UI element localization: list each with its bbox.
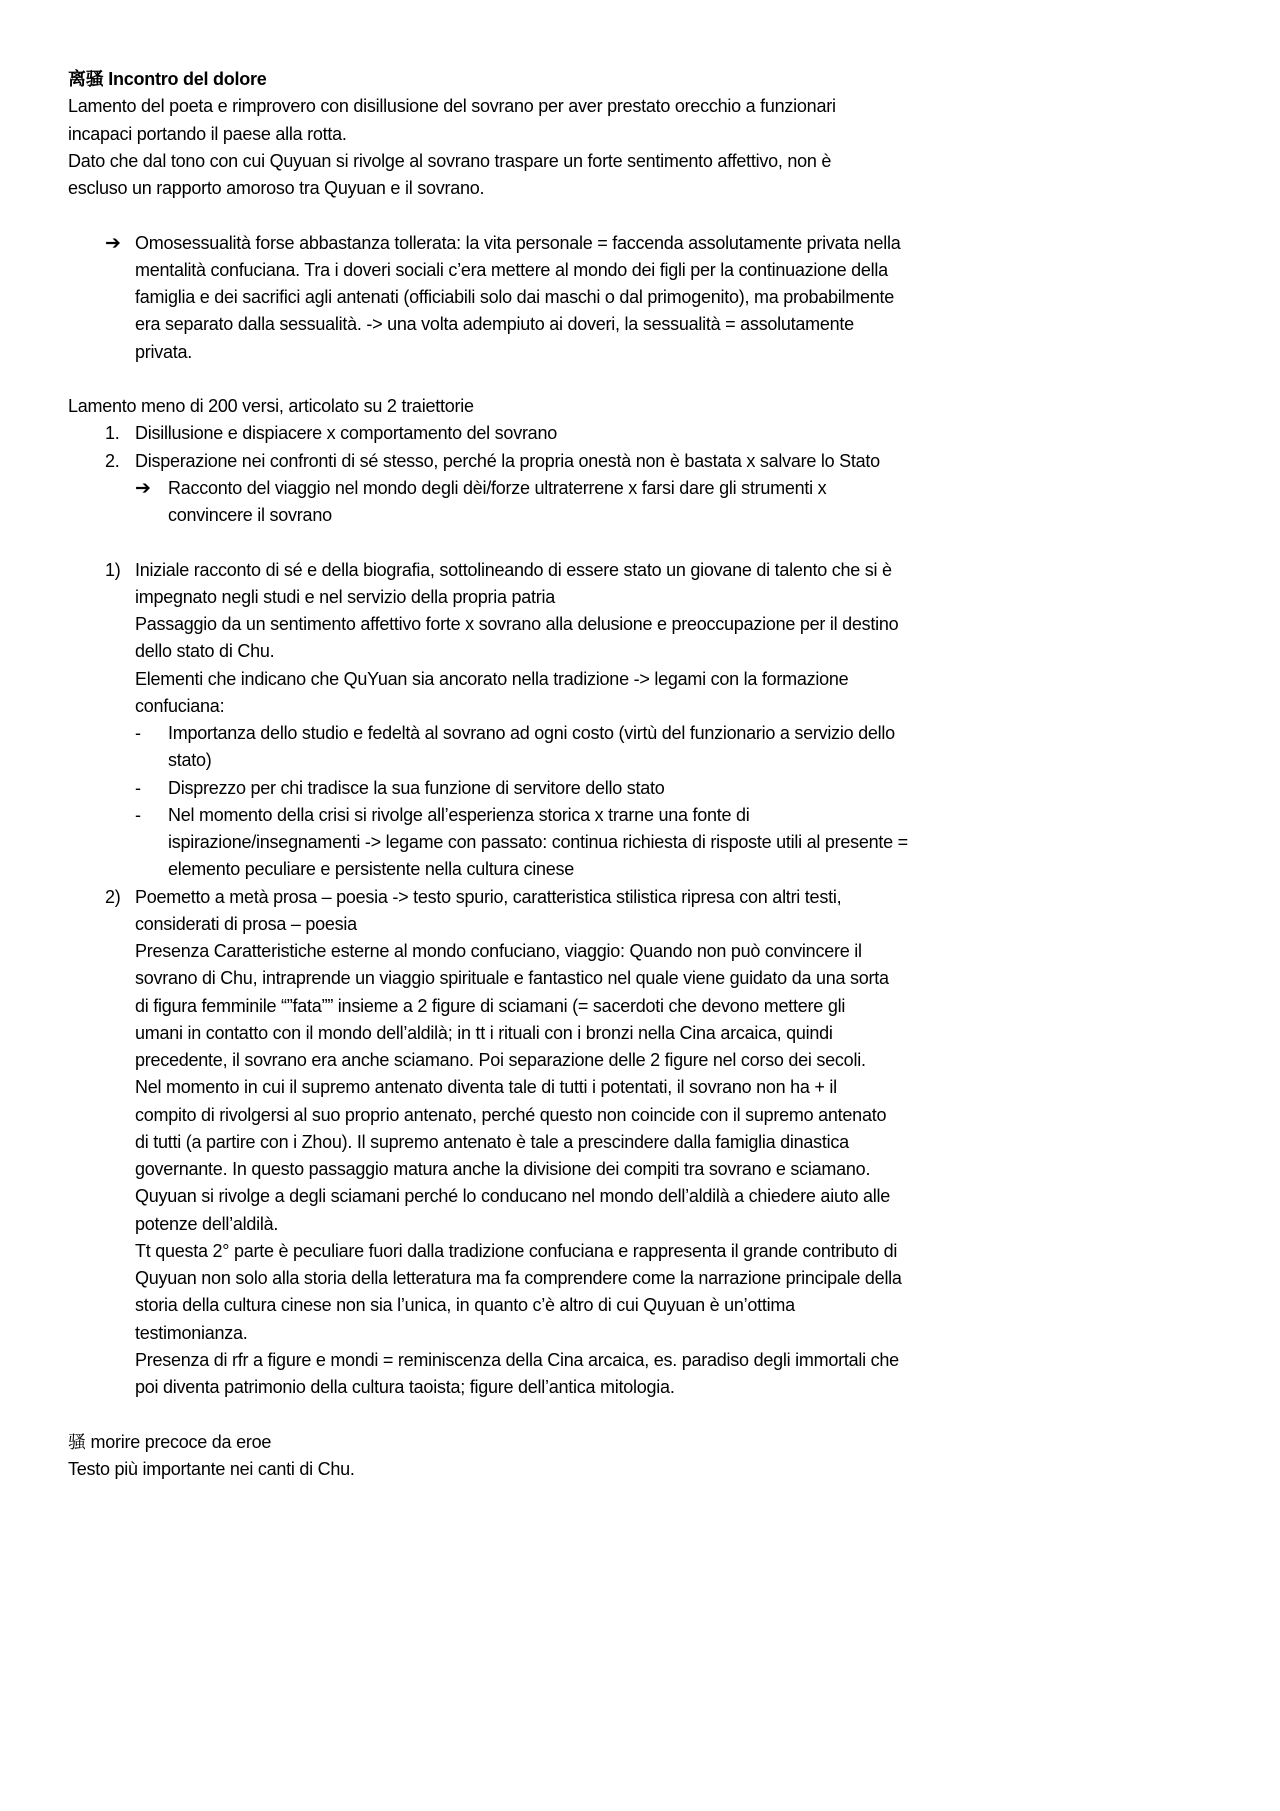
line-text: confuciana:: [135, 695, 225, 716]
text-line: [68, 1047, 1128, 1074]
text-line: [68, 1129, 1128, 1156]
line-text: 离骚 Incontro del dolore: [68, 69, 267, 89]
document-page: [68, 66, 1128, 1483]
line-text: precedente, il sovrano era anche sciamano. Poi separazione delle 2 figure nel corso dei secoli.: [135, 1050, 866, 1070]
line-text: umani in contatto con il mondo dell’aldilà; in tt i rituali con i bronzi nella Cina arcaica, quindi: [135, 1022, 833, 1043]
dash-bullet: -: [135, 723, 141, 743]
line-text: stato): [168, 750, 212, 771]
text-line: [68, 284, 1128, 311]
arrow-bullet-icon: ➔: [135, 477, 151, 499]
arrow-bullet-icon: ➔: [105, 232, 121, 254]
line-text: compito di rivolgersi al suo proprio antenato, perché questo non coincide con il supremo antenato: [135, 1104, 887, 1125]
line-text: di tutti (a partire con i Zhou). Il supremo antenato è tale a prescindere dalla famiglia dinastica: [135, 1131, 849, 1152]
text-line: [68, 693, 1128, 720]
text-line: [68, 856, 1128, 883]
line-text: Elementi che indicano che QuYuan sia ancorato nella tradizione -> legami con la formazione: [135, 668, 849, 689]
text-line: [68, 1074, 1128, 1101]
line-text: Iniziale racconto di sé e della biografia, sottolineando di essere stato un giovane di talento che si è: [135, 559, 892, 580]
line-text: poi diventa patrimonio della cultura taoista; figure dell’antica mitologia.: [135, 1377, 675, 1397]
line-text: Tt questa 2° parte è peculiare fuori dalla tradizione confuciana e rappresenta il grande contributo di: [135, 1240, 898, 1261]
line-text: Racconto del viaggio nel mondo degli dèi/forze ultraterrene x farsi dare gli strumenti x: [168, 477, 827, 498]
blank-line: [68, 1401, 1128, 1428]
line-text: Presenza Caratteristiche esterne al mondo confuciano, viaggio: Quando non può convincere il: [135, 941, 862, 961]
line-text: Nel momento della crisi si rivolge all’esperienza storica x trarne una fonte di: [168, 804, 750, 825]
text-line: [68, 1292, 1128, 1319]
text-line: [68, 148, 1128, 175]
line-text: Quyuan non solo alla storia della letteratura ma fa comprendere come la narrazione principale della: [135, 1268, 902, 1288]
line-text: Poemetto a metà prosa – poesia -> testo spurio, caratteristica stilistica ripresa con altri testi,: [135, 886, 842, 907]
text-line: [68, 775, 1128, 802]
text-line: [68, 720, 1128, 747]
blank-line: [68, 529, 1128, 556]
line-text: Importanza dello studio e fedeltà al sovrano ad ogni costo (virtù del funzionario a servizio dello: [168, 723, 895, 743]
line-text: Omosessualità forse abbastanza tollerata: la vita personale = faccenda assolutamente privata nella: [135, 232, 901, 253]
text-line: [68, 911, 1128, 938]
text-line: [68, 611, 1128, 638]
text-line: [68, 502, 1128, 529]
line-text: famiglia e dei sacrifici agli antenati (officiabili solo dai maschi o dal primogenito), ma probabilmente: [135, 287, 895, 307]
line-text: dello stato di Chu.: [135, 641, 275, 662]
text-line: [68, 121, 1128, 148]
text-line: [68, 1456, 1128, 1483]
blank-line: [68, 202, 1128, 229]
line-text: Quyuan si rivolge a degli sciamani perché lo conducano nel mondo dell’aldilà a chiedere aiuto alle: [135, 1186, 890, 1207]
line-text: testimonianza.: [135, 1322, 248, 1343]
document-title: [68, 66, 1128, 93]
text-line: [68, 1347, 1128, 1374]
line-text: privata.: [135, 341, 193, 362]
text-line: [68, 393, 1128, 420]
text-line: [68, 1374, 1128, 1401]
text-line: [68, 1156, 1128, 1183]
line-text: Dato che dal tono con cui Quyuan si rivolge al sovrano traspare un forte sentimento affettivo, non è: [68, 150, 832, 171]
line-text: incapaci portando il paese alla rotta.: [68, 123, 347, 144]
text-line: [68, 1238, 1128, 1265]
line-text: mentalità confuciana. Tra i doveri sociali c’era mettere al mondo dei figli per la continuazione della: [135, 259, 888, 280]
line-text: ispirazione/insegnamenti -> legame con passato: continua richiesta di risposte utili al presente =: [168, 832, 908, 852]
text-line: [68, 965, 1128, 992]
text-line: [68, 638, 1128, 665]
blank-line: [68, 366, 1128, 393]
text-line: [68, 311, 1128, 338]
list-number: 2.: [105, 450, 120, 471]
line-text: Disperazione nei confronti di sé stesso, perché la propria onestà non è bastata x salvare lo Stato: [135, 450, 880, 471]
text-line: [68, 747, 1128, 774]
text-line: [68, 93, 1128, 120]
line-text: elemento peculiare e persistente nella cultura cinese: [168, 859, 574, 880]
text-line: [68, 666, 1128, 693]
line-text: era separato dalla sessualità. -> una volta adempiuto ai doveri, la sessualità = assolutamente: [135, 314, 854, 335]
line-text: Nel momento in cui il supremo antenato diventa tale di tutti i potentati, il sovrano non ha + il: [135, 1077, 837, 1098]
text-line: [68, 339, 1128, 366]
line-text: impegnato negli studi e nel servizio della propria patria: [135, 586, 555, 607]
text-line: [68, 1211, 1128, 1238]
text-line: [68, 475, 1128, 502]
text-line: [68, 993, 1128, 1020]
line-text: 骚 morire precoce da eroe: [68, 1431, 272, 1452]
text-line: [68, 829, 1128, 856]
list-number: 1): [105, 559, 121, 580]
text-line: [68, 802, 1128, 829]
text-line: [68, 1183, 1128, 1210]
line-text: Disillusione e dispiacere x comportamento del sovrano: [135, 423, 557, 444]
line-text: Testo più importante nei canti di Chu.: [68, 1458, 355, 1479]
text-line: [68, 175, 1128, 202]
line-text: Disprezzo per chi tradisce la sua funzione di servitore dello stato: [168, 777, 665, 798]
line-text: sovrano di Chu, intraprende un viaggio spirituale e fantastico nel quale viene guidato da una sorta: [135, 968, 889, 989]
line-text: Lamento meno di 200 versi, articolato su 2 traiettorie: [68, 396, 474, 416]
line-text: Lamento del poeta e rimprovero con disillusione del sovrano per aver prestato orecchio a funzionari: [68, 96, 836, 117]
text-line: [68, 938, 1128, 965]
text-line: [68, 1429, 1128, 1456]
line-text: potenze dell’aldilà.: [135, 1213, 279, 1234]
list-number: 2): [105, 886, 121, 907]
text-line: [68, 1320, 1128, 1347]
dash-bullet: -: [135, 777, 141, 798]
text-line: [68, 257, 1128, 284]
text-line: [68, 884, 1128, 911]
line-text: Presenza di rfr a figure e mondi = reminiscenza della Cina arcaica, es. paradiso degli immortali che: [135, 1349, 899, 1370]
line-text: escluso un rapporto amoroso tra Quyuan e il sovrano.: [68, 178, 485, 198]
line-text: governante. In questo passaggio matura anche la divisione dei compiti tra sovrano e sciamano.: [135, 1159, 871, 1179]
text-line: [68, 584, 1128, 611]
text-line: [68, 420, 1128, 447]
line-text: considerati di prosa – poesia: [135, 913, 357, 934]
text-line: [68, 448, 1128, 475]
text-line: [68, 230, 1128, 257]
text-line: [68, 1102, 1128, 1129]
line-text: storia della cultura cinese non sia l’unica, in quanto c’è altro di cui Quyuan è un’ottima: [135, 1295, 795, 1316]
line-text: Passaggio da un sentimento affettivo forte x sovrano alla delusione e preoccupazione per il destino: [135, 614, 899, 634]
text-line: [68, 1020, 1128, 1047]
list-number: 1.: [105, 423, 120, 444]
line-text: convincere il sovrano: [168, 505, 332, 525]
line-text: di figura femminile “”fata”” insieme a 2 figure di sciamani (= sacerdoti che devono mettere gli: [135, 995, 846, 1016]
dash-bullet: -: [135, 804, 141, 825]
text-line: [68, 557, 1128, 584]
text-line: [68, 1265, 1128, 1292]
